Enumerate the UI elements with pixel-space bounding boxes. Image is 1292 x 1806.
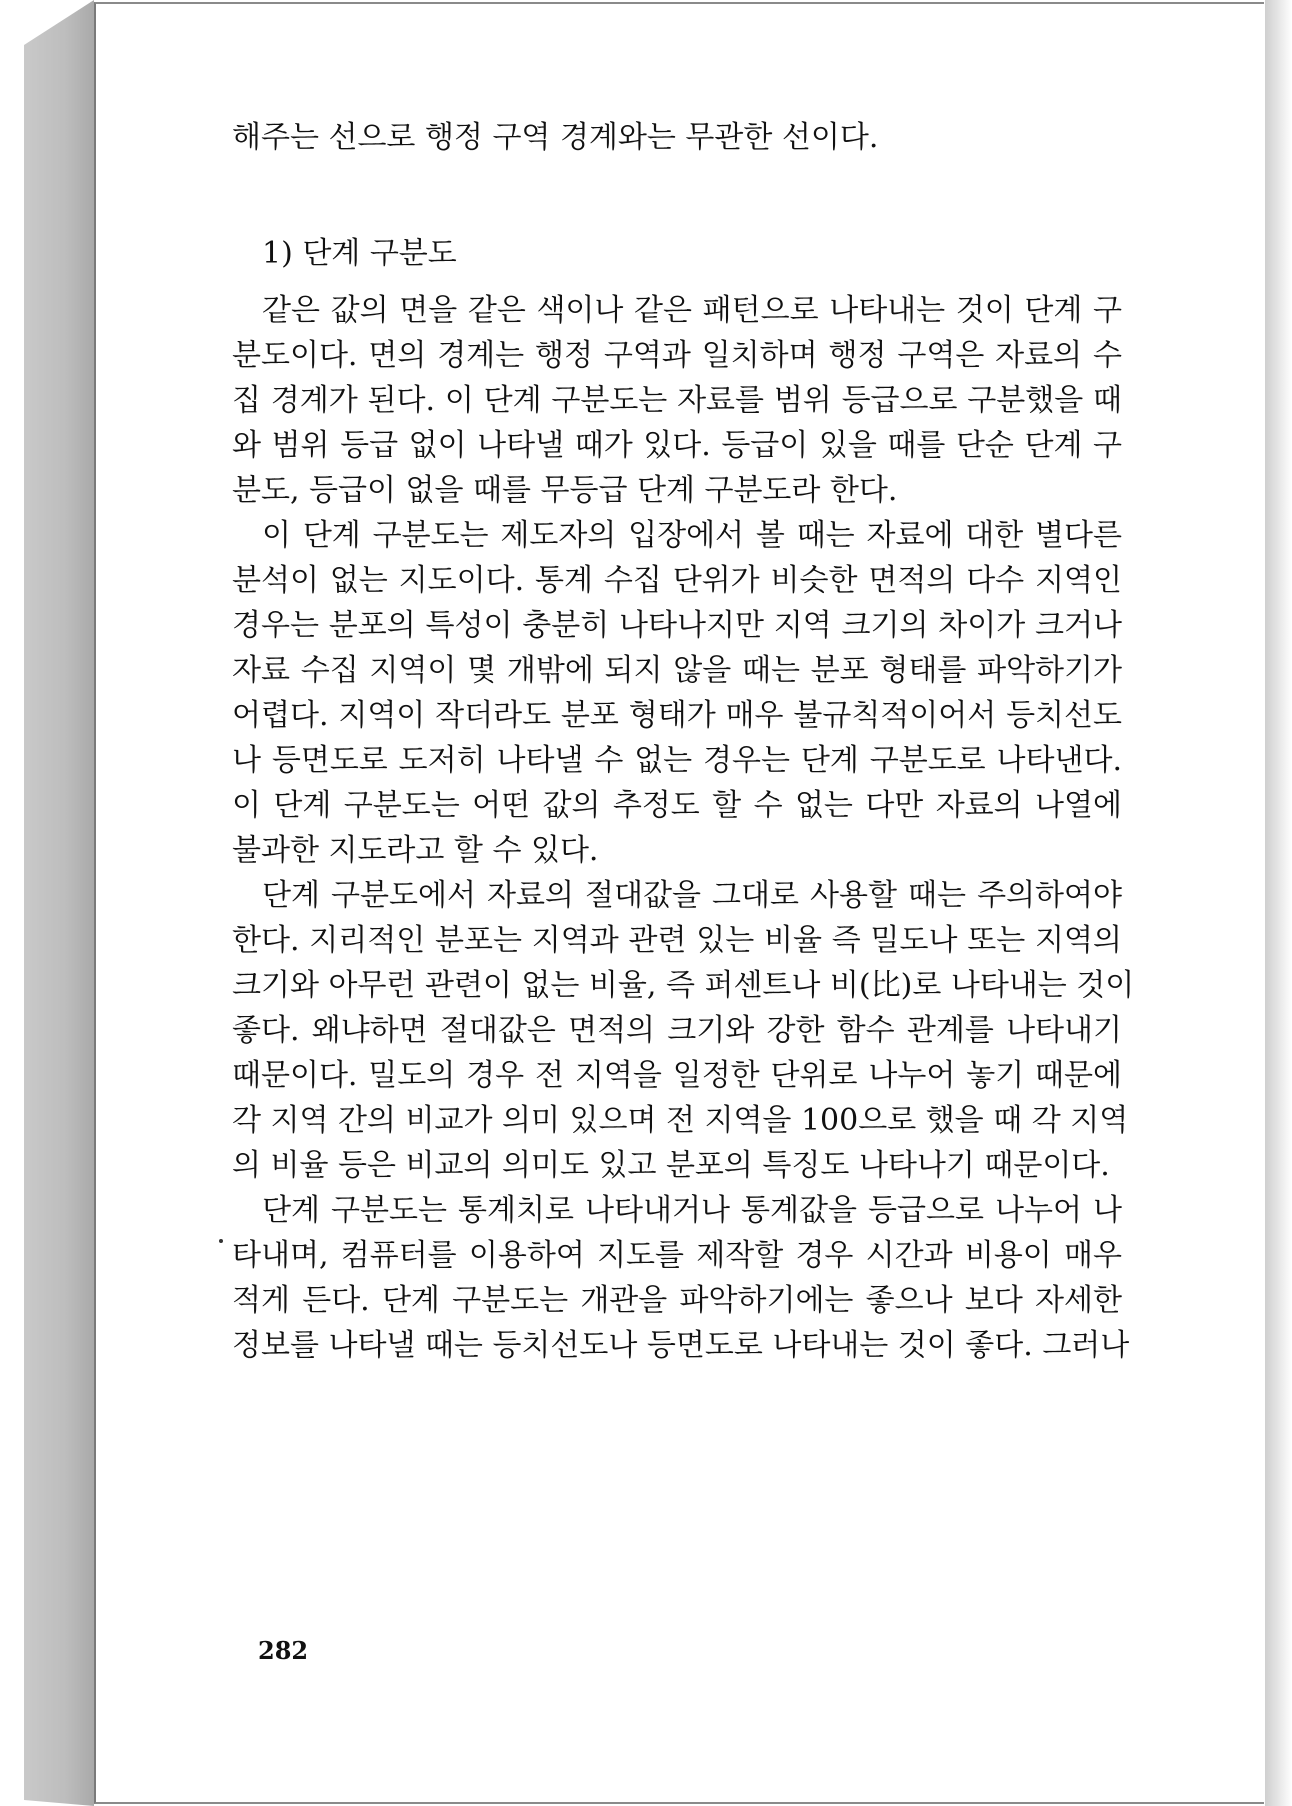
body-line: 적게 든다. 단계 구분도는 개관을 파악하기에는 좋으나 보다 자세한 <box>232 1283 1122 1318</box>
stray-ink-mark <box>219 1239 223 1243</box>
page-edge-shadow <box>1265 0 1292 1806</box>
body-line: 해주는 선으로 행정 구역 경계와는 무관한 선이다. <box>232 120 879 155</box>
body-line: 나 등면도로 도저히 나타낼 수 없는 경우는 단계 구분도로 나타낸다. <box>232 743 1122 778</box>
body-line: 어렵다. 지역이 작더라도 분포 형태가 매우 불규칙적이어서 등치선도 <box>232 698 1122 733</box>
body-line: 타내며, 컴퓨터를 이용하여 지도를 제작할 경우 시간과 비용이 매우 <box>232 1238 1122 1273</box>
body-line: 의 비율 등은 비교의 의미도 있고 분포의 특징도 나타나기 때문이다. <box>232 1148 1110 1183</box>
body-line: 각 지역 간의 비교가 의미 있으며 전 지역을 100으로 했을 때 각 지역 <box>232 1103 1129 1138</box>
body-line: 와 범위 등급 없이 나타낼 때가 있다. 등급이 있을 때를 단순 단계 구 <box>232 428 1122 463</box>
body-line: 때문이다. 밀도의 경우 전 지역을 일정한 단위로 나누어 놓기 때문에 <box>232 1058 1122 1093</box>
body-line: 분도이다. 면의 경계는 행정 구역과 일치하며 행정 구역은 자료의 수 <box>232 338 1122 373</box>
body-line: 자료 수집 지역이 몇 개밖에 되지 않을 때는 분포 형태를 파악하기가 <box>232 653 1122 688</box>
body-line: 경우는 분포의 특성이 충분히 나타나지만 지역 크기의 차이가 크거나 <box>232 608 1122 643</box>
page-number: 282 <box>258 1636 309 1665</box>
body-line: 한다. 지리적인 분포는 지역과 관련 있는 비율 즉 밀도나 또는 지역의 <box>232 923 1122 958</box>
body-line: 같은 값의 면을 같은 색이나 같은 패턴으로 나타내는 것이 단계 구 <box>262 293 1122 328</box>
book-spine <box>24 0 94 1806</box>
body-line: 단계 구분도에서 자료의 절대값을 그대로 사용할 때는 주의하여야 <box>262 878 1122 913</box>
body-line: 정보를 나타낼 때는 등치선도나 등면도로 나타내는 것이 좋다. 그러나 <box>232 1328 1130 1363</box>
body-line: 불과한 지도라고 할 수 있다. <box>232 833 599 868</box>
body-line: 분도, 등급이 없을 때를 무등급 단계 구분도라 한다. <box>232 473 898 508</box>
body-line: 크기와 아무런 관련이 없는 비율, 즉 퍼센트나 비(比)로 나타내는 것이 <box>232 968 1135 1003</box>
body-line: 이 단계 구분도는 어떤 값의 추정도 할 수 없는 다만 자료의 나열에 <box>232 788 1122 823</box>
body-line: 좋다. 왜냐하면 절대값은 면적의 크기와 강한 함수 관계를 나타내기 <box>232 1013 1122 1048</box>
body-line: 분석이 없는 지도이다. 통계 수집 단위가 비슷한 면적의 다수 지역인 <box>232 563 1122 598</box>
section-heading: 1) 단계 구분도 <box>262 236 457 271</box>
body-line: 단계 구분도는 통계치로 나타내거나 통계값을 등급으로 나누어 나 <box>262 1193 1122 1228</box>
body-line: 이 단계 구분도는 제도자의 입장에서 볼 때는 자료에 대한 별다른 <box>262 518 1122 553</box>
body-line: 집 경계가 된다. 이 단계 구분도는 자료를 범위 등급으로 구분했을 때 <box>232 383 1122 418</box>
